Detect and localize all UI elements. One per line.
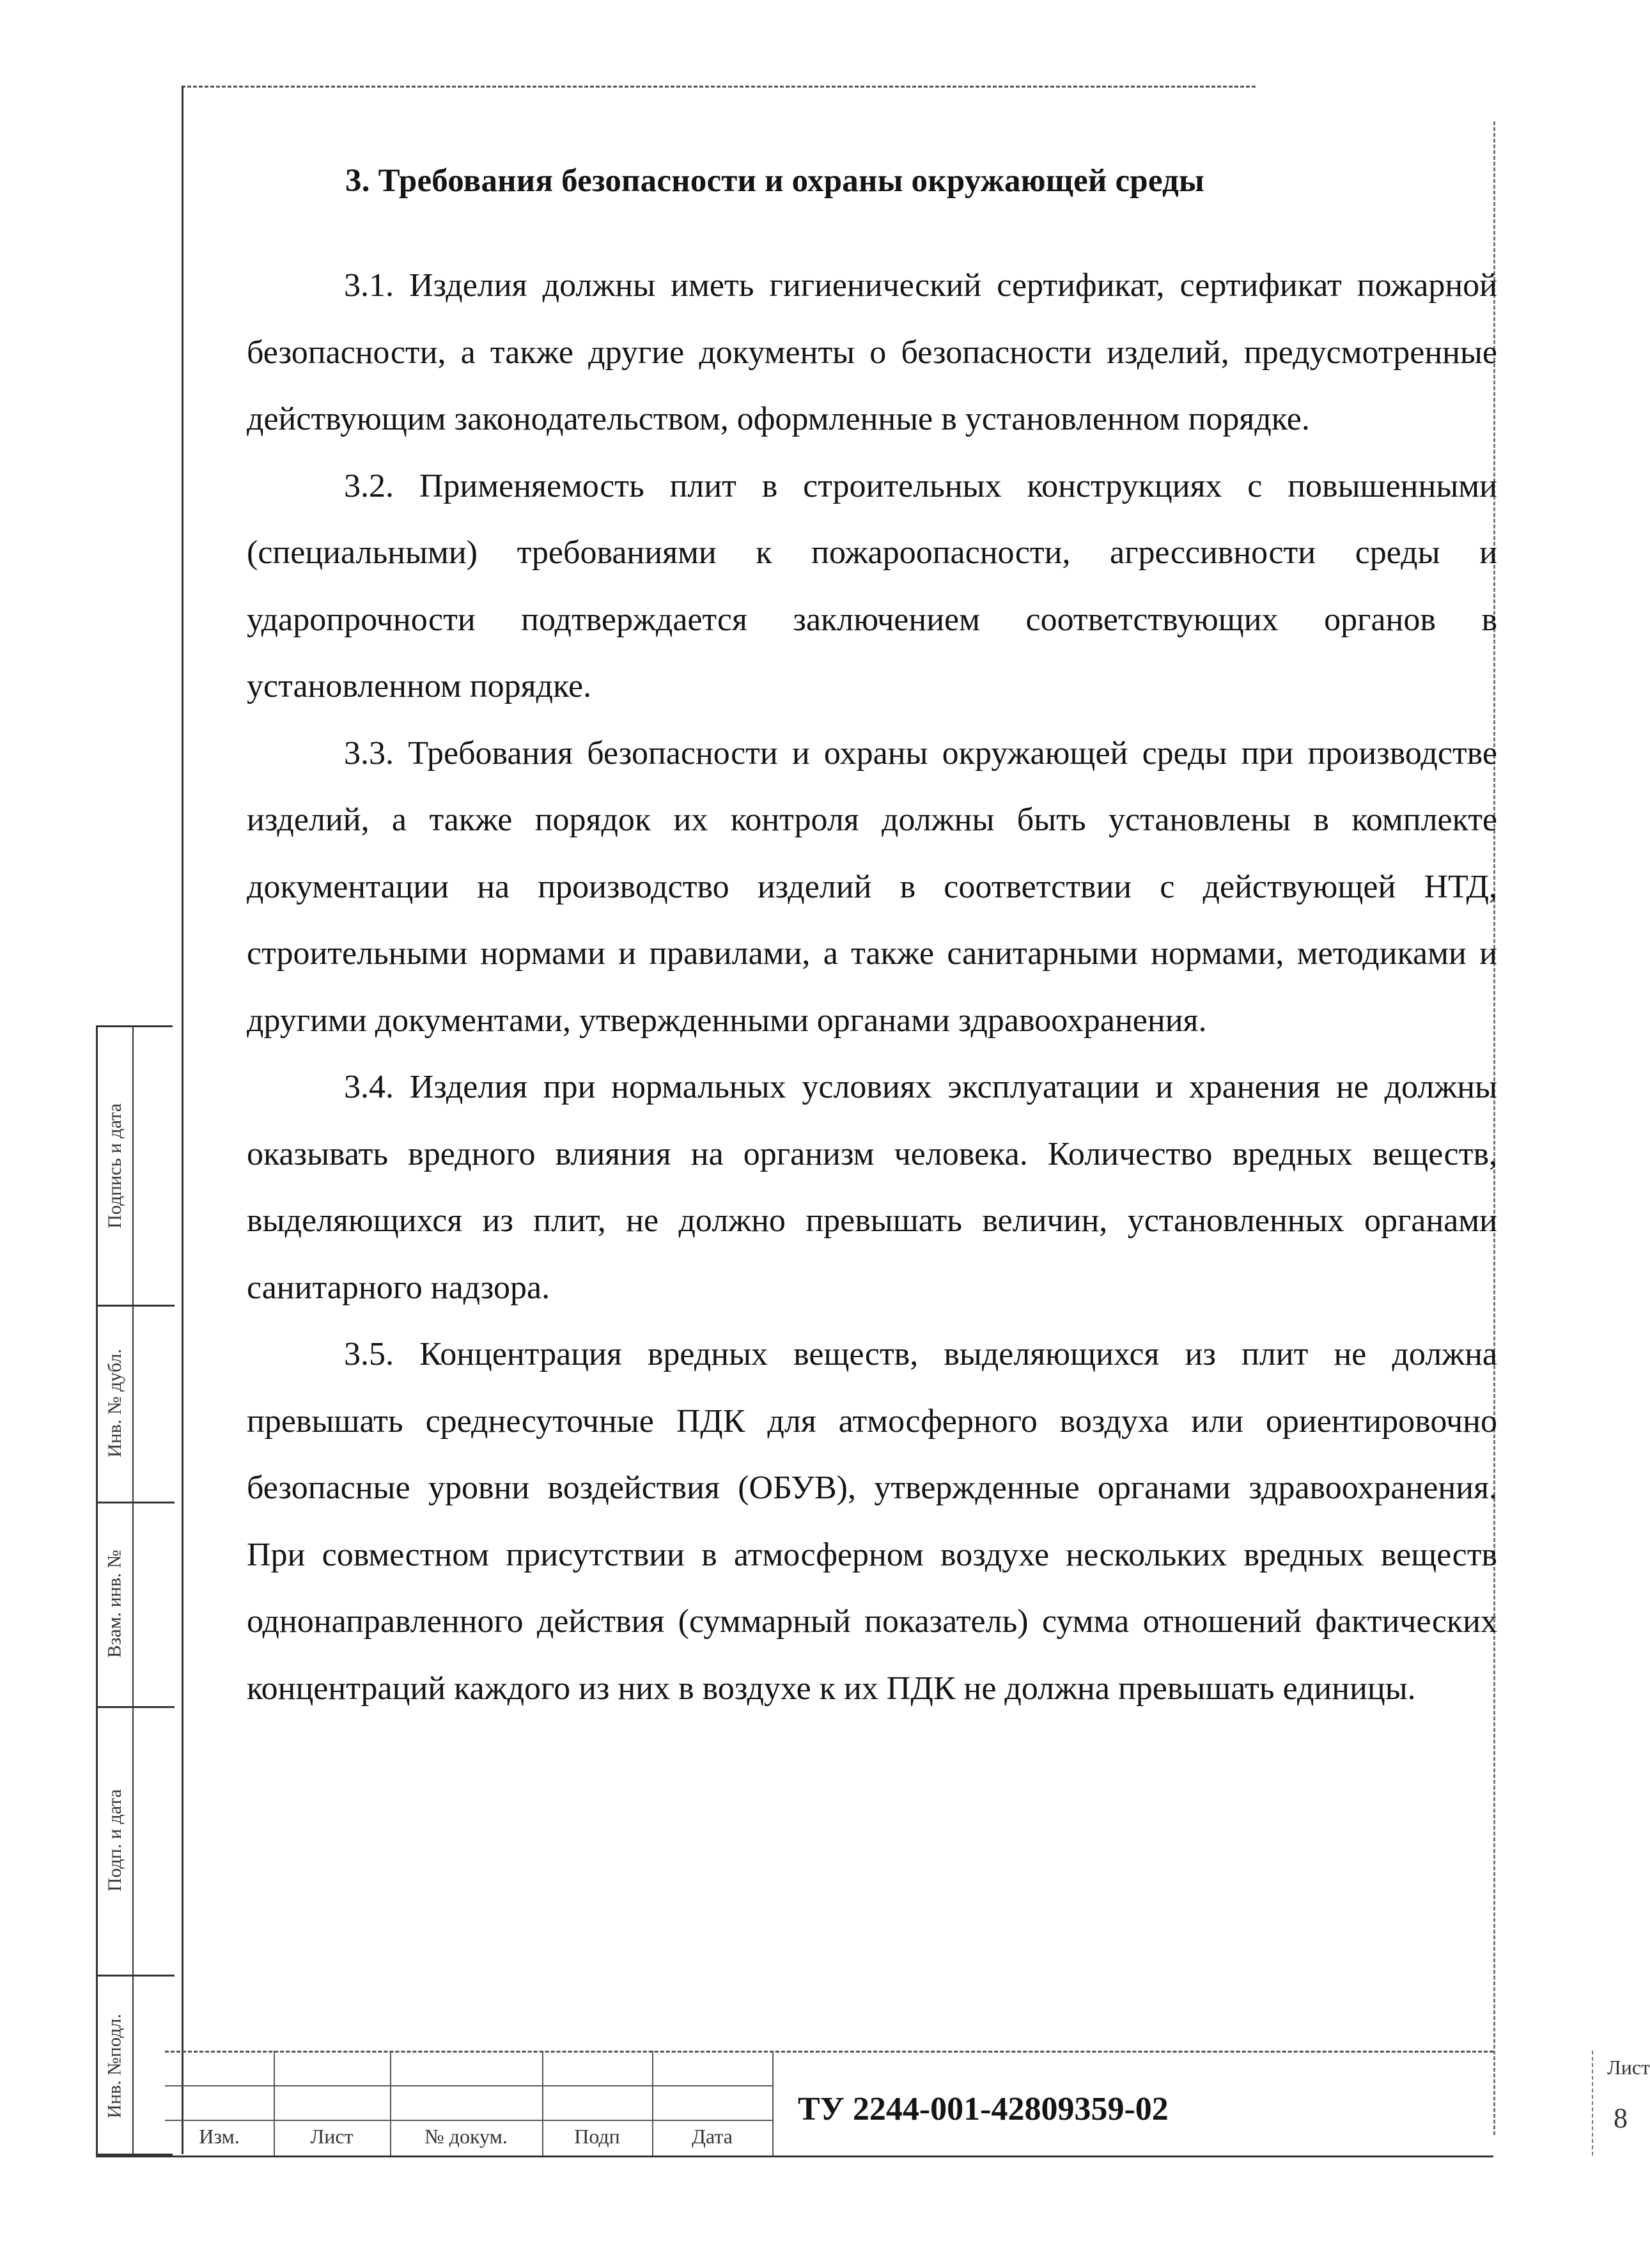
sheet-cell-line [1592, 2051, 1593, 2155]
side-stamp-divider [132, 1027, 134, 2154]
side-cell-replaced-inv [98, 1502, 132, 1706]
frame-top-border [182, 86, 1256, 88]
title-block [165, 2051, 1650, 2155]
header-change: Изм. [199, 2125, 240, 2148]
side-label-signature-date-1: Подпись и дата [104, 1103, 126, 1229]
section-title: 3. Требования безопасности и охраны окружающей среды [345, 163, 1205, 199]
side-label-dup-inv-no: Инв. № дубл. [104, 1349, 125, 1457]
side-label-replaced-inv-no: Взам. инв. № [104, 1550, 125, 1658]
side-label-original-inv-no: Инв. №подл. [104, 2014, 125, 2118]
title-block-row-line [165, 2120, 772, 2121]
side-cell-signature-date-2 [98, 1706, 132, 1975]
side-label-signature-date-2: Подп. и дата [104, 1789, 125, 1892]
header-document-no: № докум. [424, 2125, 508, 2148]
header-date: Дата [692, 2125, 733, 2148]
frame-bottom-border [96, 2155, 1493, 2157]
paragraph-3-2: 3.2. Применяемость плит в строительных конструкциях с повышенными (специальными) требованиями к пожароопасности, агрессивности среды и ударопрочности подтверждается заключением соответствующих органов в установленном порядке. [247, 467, 1497, 704]
header-sheet: Лист [310, 2125, 354, 2148]
document-body [247, 252, 1497, 1722]
paragraph-3-4: 3.4. Изделия при нормальных условиях эксплуатации и хранения не должны оказывать вредного влияния на организм человека. Количество вредных веществ, выделяющихся из плит, не должно превышать величин, установленных органами санитарного надзора. [247, 1069, 1497, 1306]
title-block-row-line [165, 2085, 772, 2086]
header-signature: Подп [574, 2125, 620, 2148]
document-code: ТУ 2244-001-42809359-02 [798, 2091, 1169, 2127]
sheet-number: 8 [1614, 2102, 1628, 2134]
sheet-label: Лист [1607, 2056, 1650, 2079]
paragraph-3-3: 3.3. Требования безопасности и охраны окружающей среды при производстве изделий, а также порядок их контроля должны быть установлены в комплекте документации на производство изделий в соответствии с действующей НТД, строительными нормами и правилами, а также санитарными нормами, методиками и другими документами, утвержденными органами здравоохранения. [247, 734, 1497, 1039]
title-block-column-line [772, 2051, 774, 2155]
side-cell-dup-inv [98, 1305, 132, 1502]
paragraph-3-5: 3.5. Концентрация вредных веществ, выделяющихся из плит не должна превышать среднесуточные ПДК для атмосферного воздуха или ориентировочно безопасные уровни воздействия (ОБУВ), утвержденные органами здравоохранения. При совместном присутствии в атмосферном воздухе нескольких вредных веществ однонаправленного действия (суммарный показатель) сумма отношений фактических концентраций каждого из них в воздухе к их ПДК не должна превышать единицы. [247, 1336, 1497, 1707]
paragraph-3-1: 3.1. Изделия должны иметь гигиенический сертификат, сертификат пожарной безопасности, а также другие документы о безопасности изделий, предусмотренные действующим законодательством, оформленные в установленном порядке. [247, 267, 1497, 437]
frame-left-border [182, 86, 183, 2154]
side-stamp-column [96, 1025, 173, 2155]
side-cell-original-inv [98, 1975, 132, 2157]
title-block-top-line [165, 2051, 1493, 2053]
side-cell-signature-date-1 [98, 1027, 132, 1305]
